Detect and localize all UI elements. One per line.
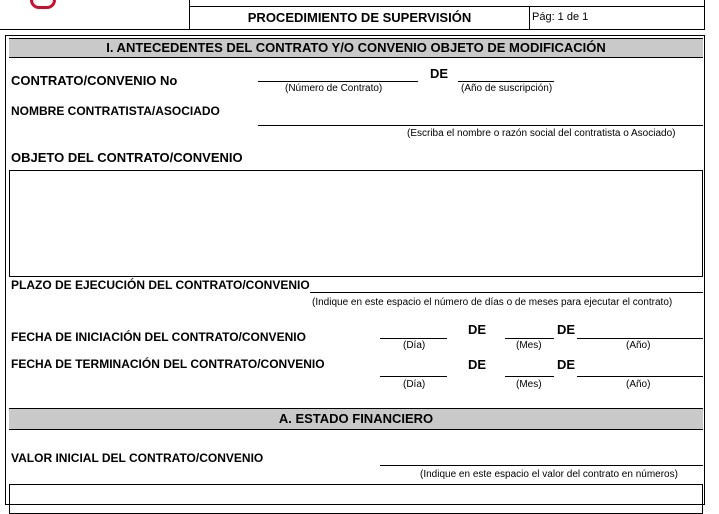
start-date-label: FECHA DE INICIACIÓN DEL CONTRATO/CONVENIO: [11, 330, 306, 344]
next-field-box[interactable]: [9, 484, 703, 514]
end-day-field[interactable]: [380, 376, 447, 377]
start-month-hint: (Mes): [516, 340, 542, 351]
contract-year-hint: (Año de suscripción): [461, 83, 553, 94]
initial-value-label: VALOR INICIAL DEL CONTRATO/CONVENIO: [11, 451, 264, 465]
section-i-header: I. ANTECEDENTES DEL CONTRATO Y/O CONVENIO OBJETO DE MODIFICACIÓN: [9, 38, 703, 58]
contractor-name-hint: (Escriba el nombre o razón social del contratista o Asociado): [407, 128, 676, 139]
end-year-field[interactable]: [577, 376, 703, 377]
contract-year-field[interactable]: [458, 81, 554, 82]
start-day-field[interactable]: [380, 338, 447, 339]
end-date-label: FECHA DE TERMINACIÓN DEL CONTRATO/CONVENIO: [11, 357, 325, 371]
start-de-label-2: DE: [557, 322, 576, 337]
end-month-field[interactable]: [505, 376, 554, 377]
de-label: DE: [430, 66, 449, 81]
end-de-label-2: DE: [557, 357, 576, 372]
term-label: PLAZO DE EJECUCIÓN DEL CONTRATO/CONVENIO: [11, 278, 310, 292]
object-label: OBJETO DEL CONTRATO/CONVENIO: [11, 150, 243, 165]
start-day-hint: (Día): [403, 340, 426, 351]
contract-number-field[interactable]: [258, 81, 418, 82]
header-left-cell: [0, 0, 190, 30]
start-year-hint: (Año): [626, 340, 651, 351]
initial-value-hint: (Indique en este espacio el valor del contrato en números): [420, 469, 678, 480]
section-a-header: A. ESTADO FINANCIERO: [9, 408, 703, 430]
start-de-label-1: DE: [468, 322, 487, 337]
end-de-label-1: DE: [468, 357, 487, 372]
contractor-name-label: NOMBRE CONTRATISTA/ASOCIADO: [11, 104, 220, 118]
contract-number-hint: (Número de Contrato): [285, 83, 383, 94]
contractor-name-field[interactable]: [258, 125, 703, 126]
term-field[interactable]: [310, 292, 703, 293]
procedure-title: PROCEDIMIENTO DE SUPERVISIÓN: [247, 10, 472, 25]
start-year-field[interactable]: [577, 338, 703, 339]
term-hint: (Indique en este espacio el número de días o de meses para ejecutar el contrato): [312, 297, 673, 308]
start-month-field[interactable]: [505, 338, 554, 339]
initial-value-field[interactable]: [380, 465, 703, 466]
end-year-hint: (Año): [626, 379, 651, 390]
page-number: Pág: 1 de 1: [532, 11, 589, 23]
end-month-hint: (Mes): [516, 379, 542, 390]
contract-number-label: CONTRATO/CONVENIO No: [11, 73, 178, 88]
object-textarea[interactable]: [9, 170, 703, 277]
end-day-hint: (Día): [403, 379, 426, 390]
